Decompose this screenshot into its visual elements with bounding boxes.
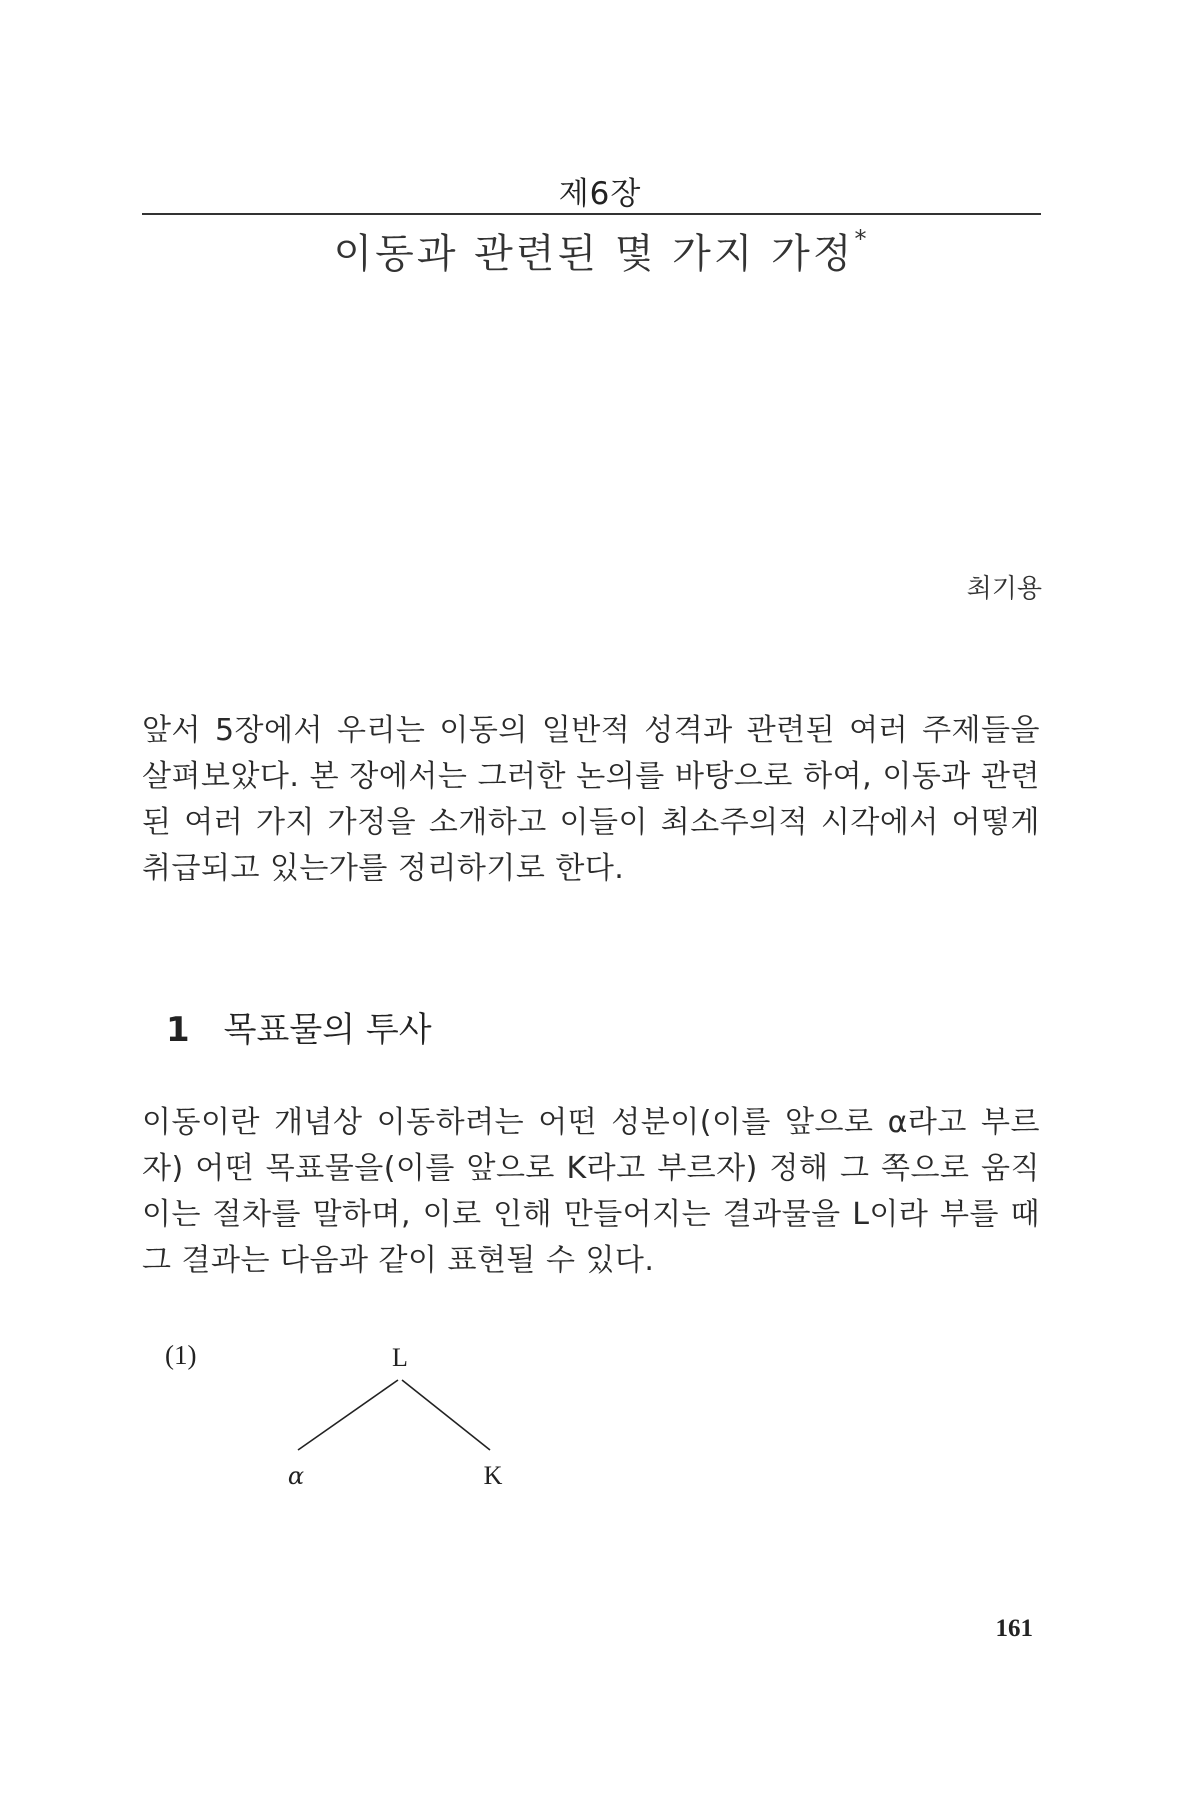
tree-root-label: L xyxy=(392,1343,408,1372)
body-line: 이는 절차를 말하며, 이로 인해 만들어지는 결과물을 L이라 부를 때 xyxy=(142,1197,1040,1232)
section-title: 목표물의 투사 xyxy=(223,1010,432,1050)
intro-line: 앞서 5장에서 우리는 이동의 일반적 성격과 관련된 여러 주제들을 xyxy=(142,713,1040,748)
tree-svg xyxy=(250,1340,550,1500)
section-number: 1 xyxy=(166,1010,190,1050)
intro-line: 살펴보았다. 본 장에서는 그러한 논의를 바탕으로 하여, 이동과 관련 xyxy=(142,759,1040,794)
tree-right-branch xyxy=(402,1380,490,1450)
body-line: 그 결과는 다음과 같이 표현될 수 있다. xyxy=(142,1243,655,1278)
chapter-title-text: 이동과 관련된 몇 가지 가정 xyxy=(333,231,855,277)
body-line: 이동이란 개념상 이동하려는 어떤 성분이(이를 앞으로 α라고 부르 xyxy=(142,1105,1040,1140)
author-name: 최기용 xyxy=(966,574,1042,604)
intro-line: 된 여러 가지 가정을 소개하고 이들이 최소주의적 시각에서 어떻게 xyxy=(142,805,1040,840)
footnote-mark: * xyxy=(854,224,867,253)
tree-left-branch xyxy=(298,1380,398,1450)
page-number: 161 xyxy=(995,1615,1033,1642)
intro-paragraph xyxy=(142,708,1040,892)
section-heading xyxy=(166,1002,432,1051)
tree-diagram xyxy=(250,1340,550,1500)
tree-left-label: α xyxy=(287,1462,305,1490)
example-number: (1) xyxy=(165,1340,197,1370)
chapter-label: 제6장 xyxy=(558,176,642,212)
tree-right-label: K xyxy=(483,1461,503,1490)
intro-line: 취급되고 있는가를 정리하기로 한다. xyxy=(142,851,625,886)
body-line: 자) 어떤 목표물을(이를 앞으로 K라고 부르자) 정해 그 쪽으로 움직 xyxy=(142,1151,1040,1186)
body-paragraph xyxy=(142,1100,1040,1284)
chapter-title xyxy=(0,222,1200,279)
chapter-rule xyxy=(142,213,1041,215)
